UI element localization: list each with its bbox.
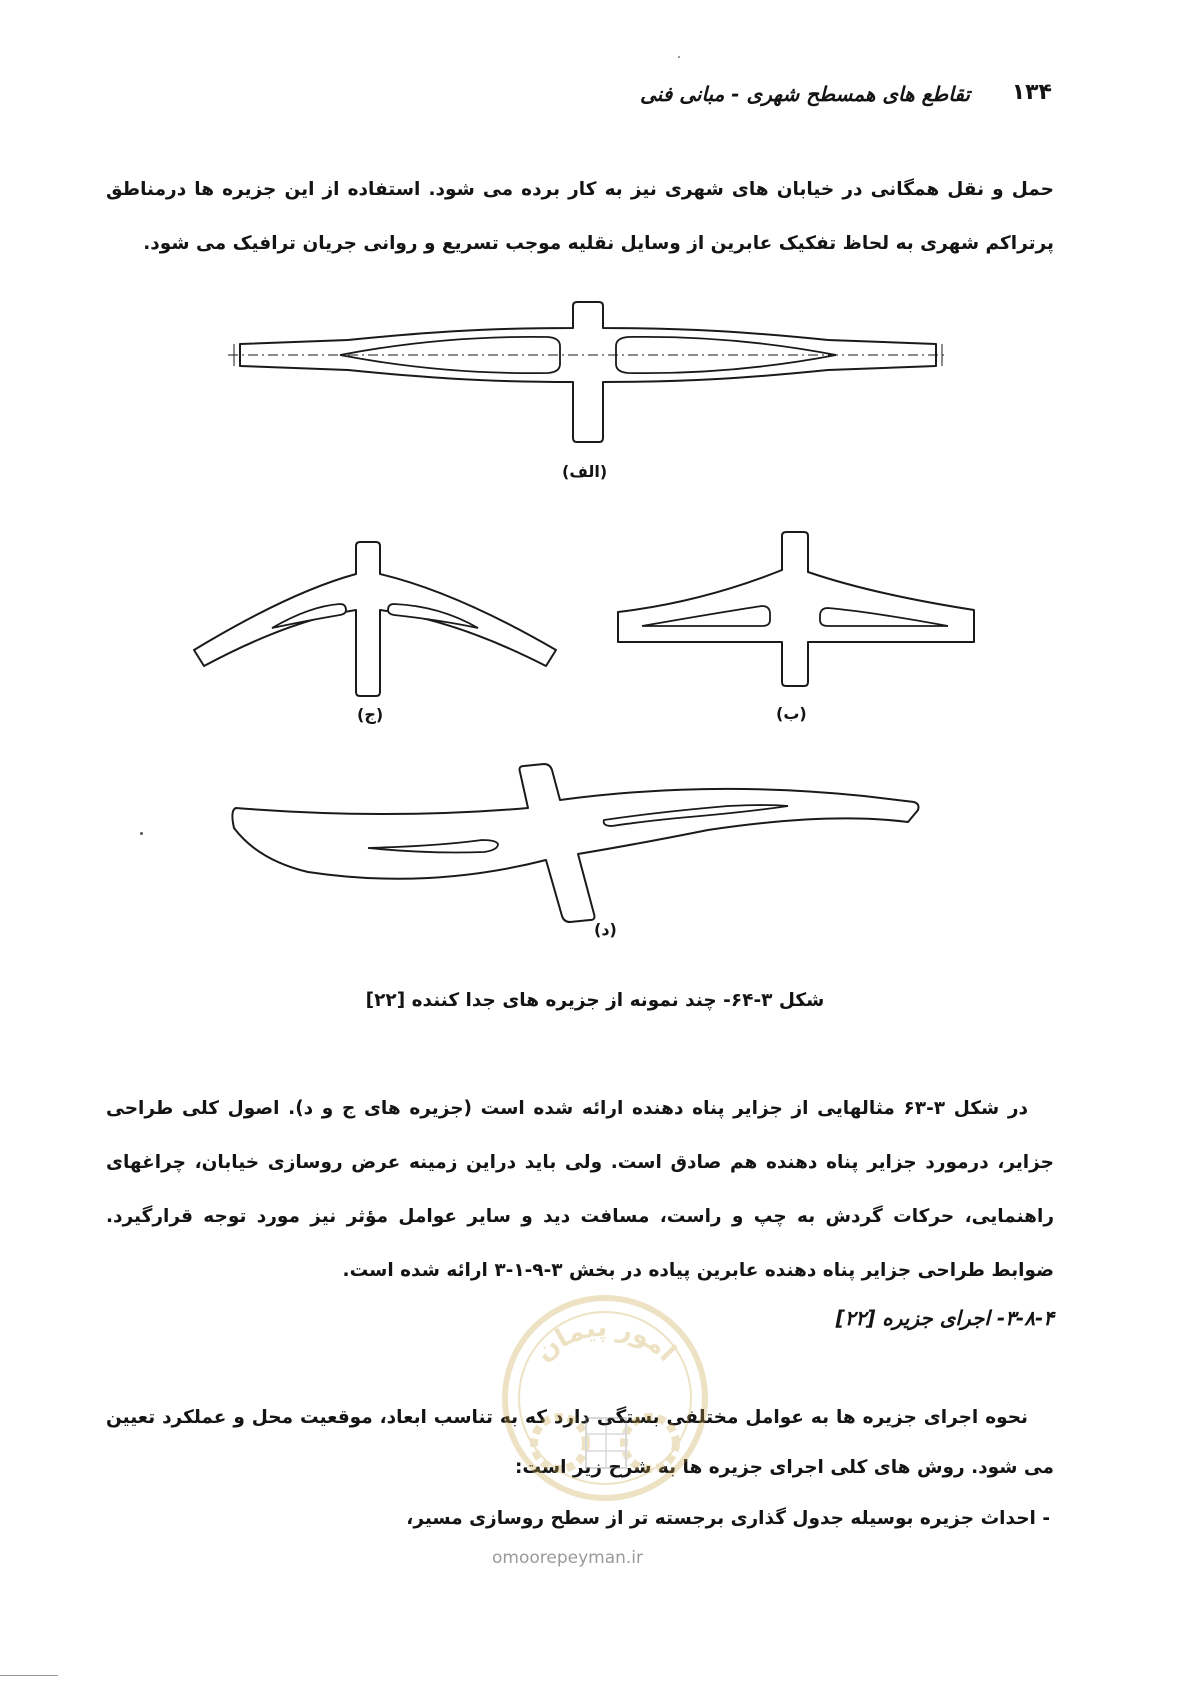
figure-a-label: (الف) <box>562 462 608 481</box>
scan-edge-mark <box>0 1675 58 1676</box>
page-number: ۱۳۴ <box>1011 80 1052 105</box>
figure-c-label: (ج) <box>357 705 384 724</box>
figure-b-tapered-road-islands <box>612 530 982 690</box>
figure-c-curved-road-islands <box>190 540 560 700</box>
bullet-item: - احداث جزیره بوسیله جدول گذاری برجسته تر از سطح روسازی مسیر، <box>406 1508 1050 1529</box>
page-header <box>620 78 1052 112</box>
running-title: تقاطع های همسطح شهری - مبانی فنی <box>640 82 970 106</box>
scan-dot <box>140 832 143 835</box>
figure-d-s-curve-road-islands <box>228 760 928 940</box>
figure-b-label: (ب) <box>776 704 807 723</box>
watermark-site: omoorepeyman.ir <box>492 1548 644 1568</box>
watermark-logo-icon <box>490 1268 720 1568</box>
figure-caption: شکل ۳-۶۴- چند نمونه از جزیره های جدا کننده [۲۲] <box>365 990 825 1011</box>
figure-d-label: (د) <box>594 920 617 939</box>
paragraph-intro: حمل و نقل همگانی در خیابان های شهری نیز به کار برده می شود. استفاده از این جزیره ها درمناطق پرتراکم شهری به لحاظ تفکیک عابرین از وسایل نقلیه موجب تسریع و روانی جریان ترافیک می شود. <box>106 179 1054 254</box>
watermark-logo-text: امور پیمان <box>529 1312 682 1368</box>
scan-dot <box>678 56 680 58</box>
paragraph-construction: نحوه اجرای جزیره ها به عوامل مختلفی بستگی دارد که به تناسب ابعاد، موقعیت محل و عملکرد تعیین می شود. روش های کلی اجرای جزیره ها به شرح زیر است: <box>106 1407 1054 1478</box>
figure-a-straight-road-islands <box>228 300 948 450</box>
paragraph-refuge-islands: در شکل ۳-۶۳ مثالهایی از جزایر پناه دهنده ارائه شده است (جزیره های ج و د). اصول کلی طراحی جزایر، درمورد جزایر پناه دهنده هم صادق است. ولی باید دراین زمینه عرض روسازی خیابان، چراغهای راهنمایی، حرکات گردش به چپ و راست، مسافت دید و سایر عوامل مؤثر نیز مورد توجه قرارگیرد. ضوابط طراحی جزایر پناه دهنده عابرین پیاده در بخش ۳-۹-۱-۳ ارائه شده است. <box>106 1098 1054 1281</box>
section-heading: ۳-۸-۴- اجرای جزیره [۲۲] <box>835 1306 1054 1330</box>
